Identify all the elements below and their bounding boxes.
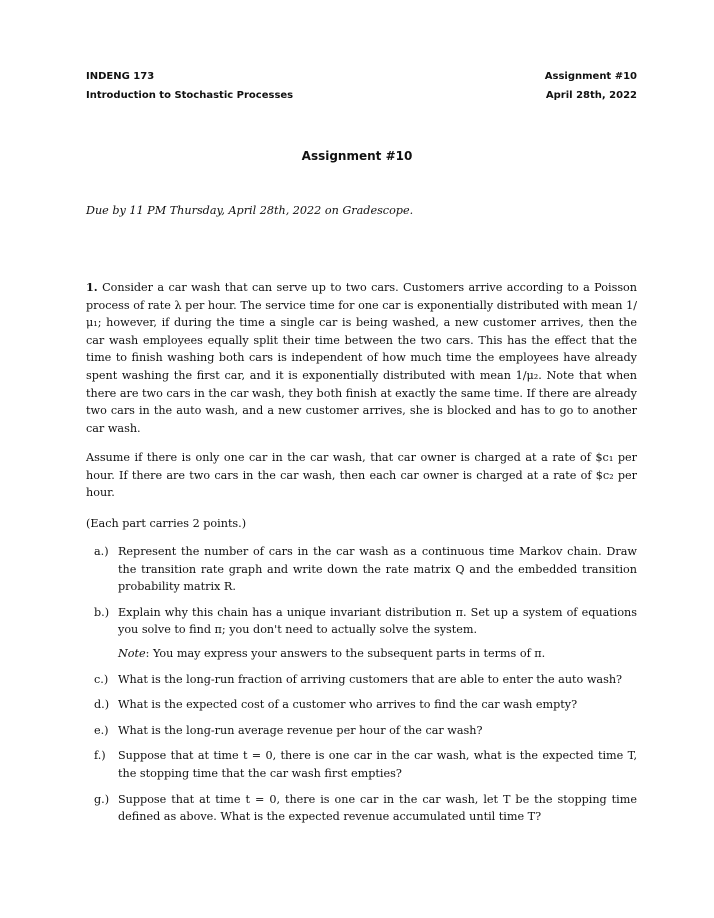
part-label: b.) xyxy=(94,605,110,619)
parts-list xyxy=(86,543,637,834)
list-item xyxy=(86,791,637,826)
problem-number: 1. xyxy=(86,280,98,294)
part-text: What is the expected cost of a customer who arrives to find the car wash empty? xyxy=(118,698,578,712)
part-note xyxy=(118,645,637,663)
part-text: Represent the number of cars in the car wash as a continuous time Markov chain. Draw the transition rate graph and write down the rate matrix Q and the embedded transition probability matrix R. xyxy=(118,545,637,594)
assignment-label: Assignment #10 xyxy=(544,71,637,82)
note-label: Note xyxy=(118,646,146,660)
part-label: a.) xyxy=(94,545,109,558)
problem-text: Consider a car wash that can serve up to two cars. Customers arrive according to a Poisson process of rate λ per hour. The service time for one car is exponentially distributed with mean 1/μ₁; however, if during the time a single car is being washed, a new customer arrives, then the car wash employees equally split their time between the two cars. This has the effect that the time to finish washing both cars is independent of how much time the employees have already spent washing the first car, and it is exponentially distributed with mean 1/μ₂. Note that when there are two cars in the car wash, they both finish at exactly the same time. If there are already two cars in the auto wash, and a new customer arrives, she is blocked and has to go to another car wash. xyxy=(86,281,638,435)
course-code: INDENG 173 xyxy=(86,71,155,82)
part-text: Suppose that at time t = 0, there is one car in the car wash, what is the expected time T, the stopping time that the car wash first empties? xyxy=(118,749,637,780)
points-note: (Each part carries 2 points.) xyxy=(86,517,247,530)
assignment-date: April 28th, 2022 xyxy=(545,90,637,101)
list-item xyxy=(86,722,637,740)
list-item xyxy=(86,747,637,782)
list-item xyxy=(86,671,637,689)
problem-statement xyxy=(86,279,637,437)
list-item xyxy=(86,604,637,663)
course-title: Introduction to Stochastic Processes xyxy=(86,90,294,101)
note-text: : You may express your answers to the subsequent parts in terms of π. xyxy=(145,646,546,660)
page-title: Assignment #10 xyxy=(301,149,413,163)
charges-paragraph: Assume if there is only one car in the car wash, that car owner is charged at a rate of $c₁ per hour. If there are two cars in the car wash, then each car owner is charged at a rate of $c₂ per hour. xyxy=(86,451,637,500)
part-label: g.) xyxy=(94,792,110,806)
part-label: c.) xyxy=(94,672,109,686)
part-text: Explain why this chain has a unique invariant distribution π. Set up a system of equations you solve to find π; you don't need to actually solve the system. xyxy=(118,605,637,637)
part-text: Suppose that at time t = 0, there is one car in the car wash, let T be the stopping time defined as above. What is the expected revenue accumulated until time T? xyxy=(118,792,637,824)
due-date-line: Due by 11 PM Thursday, April 28th, 2022 on Gradescope. xyxy=(86,204,414,217)
part-label: e.) xyxy=(94,723,109,737)
part-text: What is the long-run average revenue per hour of the car wash? xyxy=(118,723,483,737)
part-label: d.) xyxy=(94,698,110,712)
list-item xyxy=(86,696,637,714)
part-label: f.) xyxy=(94,749,106,763)
part-text: What is the long-run fraction of arriving customers that are able to enter the auto wash? xyxy=(118,672,623,686)
list-item xyxy=(86,543,637,596)
